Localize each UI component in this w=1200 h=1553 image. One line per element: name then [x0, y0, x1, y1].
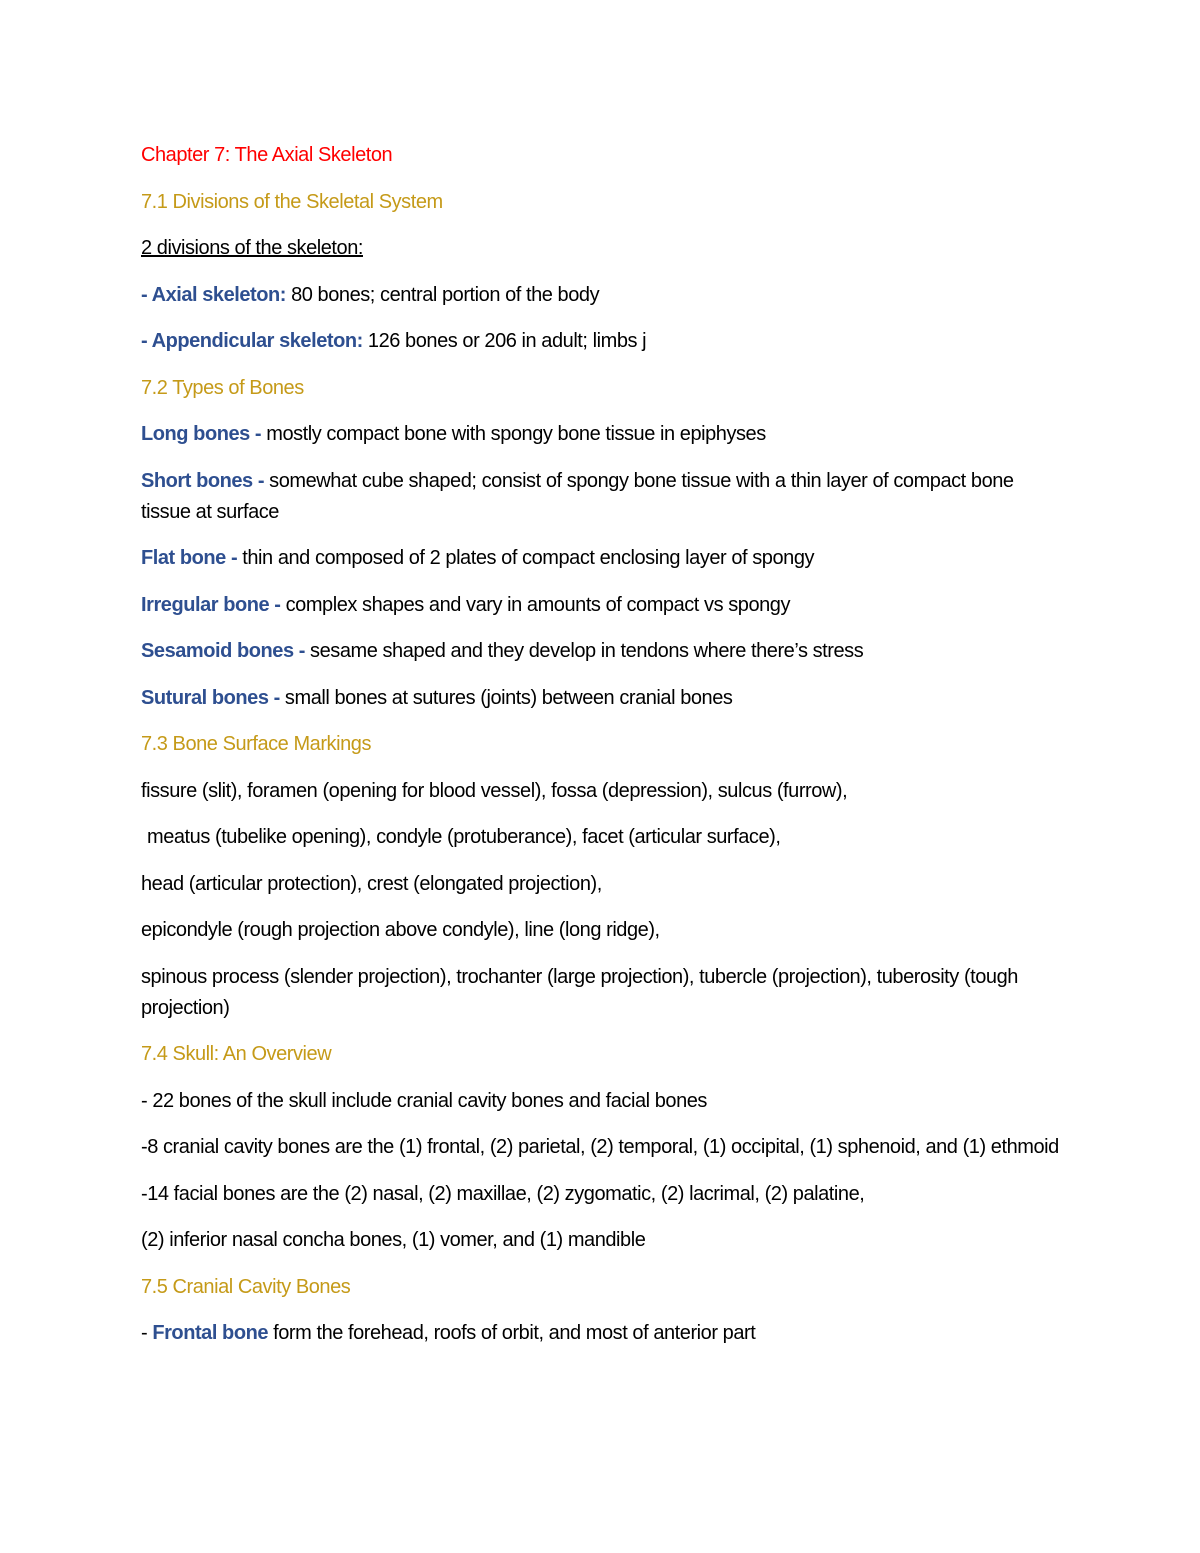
- surface-markings-line: fissure (slit), foramen (opening for blood vessel), fossa (depression), sulcus (furrow),: [141, 779, 848, 802]
- skull-overview-line: -14 facial bones are the (2) nasal, (2) maxillae, (2) zygomatic, (2) lacrimal, (2) palatine,: [141, 1182, 865, 1205]
- frontal-bone-text: form the forehead, roofs of orbit, and most of anterior part: [268, 1322, 756, 1344]
- term-sesamoid-bones: Sesamoid bones -: [141, 640, 305, 662]
- bone-type-text: sesame shaped and they develop in tendons where there’s stress: [304, 640, 864, 662]
- bone-type-text: complex shapes and vary in amounts of compact vs spongy: [280, 593, 791, 616]
- bone-type-text: small bones at sutures (joints) between cranial bones: [279, 686, 733, 709]
- bone-type-item: [141, 543, 1061, 574]
- bone-type-item: [141, 683, 1061, 714]
- bone-type-item: [141, 419, 1061, 450]
- surface-markings-line: head (articular protection), crest (elongated projection),: [141, 872, 602, 895]
- bone-type-item: [141, 636, 1061, 667]
- surface-markings-line: meatus (tubelike opening), condyle (protuberance), facet (articular surface),: [147, 826, 781, 848]
- document-body: [141, 140, 1061, 1365]
- subheading-divisions: 2 divisions of the skeleton:: [141, 237, 363, 259]
- surface-markings-line: epicondyle (rough projection above condyle), line (long ridge),: [141, 919, 660, 941]
- term-irregular-bone: Irregular bone -: [141, 593, 281, 616]
- appendicular-skeleton-item: [141, 326, 1061, 357]
- section-heading-7-2: 7.2 Types of Bones: [141, 376, 304, 399]
- bone-type-item: [141, 466, 1061, 528]
- term-frontal-bone: Frontal bone: [152, 1322, 269, 1344]
- skull-overview-line: - 22 bones of the skull include cranial cavity bones and facial bones: [141, 1089, 707, 1112]
- section-heading-7-1: 7.1 Divisions of the Skeletal System: [141, 190, 443, 213]
- term-appendicular-skeleton: - Appendicular skeleton:: [141, 330, 363, 352]
- axial-skeleton-text: 80 bones; central portion of the body: [286, 283, 600, 306]
- appendicular-skeleton-text: 126 bones or 206 in adult; limbs j: [362, 330, 647, 352]
- term-short-bones: Short bones -: [141, 469, 265, 492]
- surface-markings-line: spinous process (slender projection), trochanter (large projection), tubercle (projection), tuberosity (tough projection): [141, 965, 1018, 1019]
- bone-type-text: thin and composed of 2 plates of compact enclosing layer of spongy: [237, 547, 815, 569]
- frontal-bone-prefix: -: [141, 1322, 153, 1344]
- skull-overview-line: (2) inferior nasal concha bones, (1) vomer, and (1) mandible: [141, 1229, 646, 1251]
- bone-type-text: somewhat cube shaped; consist of spongy bone tissue with a thin layer of compact bone tissue at surface: [141, 469, 1014, 523]
- skull-overview-line: -8 cranial cavity bones are the (1) frontal, (2) parietal, (2) temporal, (1) occipital, (1) sphenoid, and (1) ethmoid: [141, 1136, 1059, 1158]
- bone-type-item: [141, 590, 1061, 621]
- section-heading-7-3: 7.3 Bone Surface Markings: [141, 733, 371, 755]
- term-sutural-bones: Sutural bones -: [141, 686, 280, 709]
- frontal-bone-item: [141, 1318, 1061, 1349]
- term-long-bones: Long bones -: [141, 423, 262, 445]
- bone-type-text: mostly compact bone with spongy bone tissue in epiphyses: [261, 423, 766, 445]
- axial-skeleton-item: [141, 280, 1061, 311]
- section-heading-7-5: 7.5 Cranial Cavity Bones: [141, 1275, 351, 1298]
- section-heading-7-4: 7.4 Skull: An Overview: [141, 1043, 332, 1065]
- term-flat-bone: Flat bone -: [141, 547, 238, 569]
- chapter-title: Chapter 7: The Axial Skeleton: [141, 144, 393, 166]
- term-axial-skeleton: - Axial skeleton:: [141, 283, 286, 306]
